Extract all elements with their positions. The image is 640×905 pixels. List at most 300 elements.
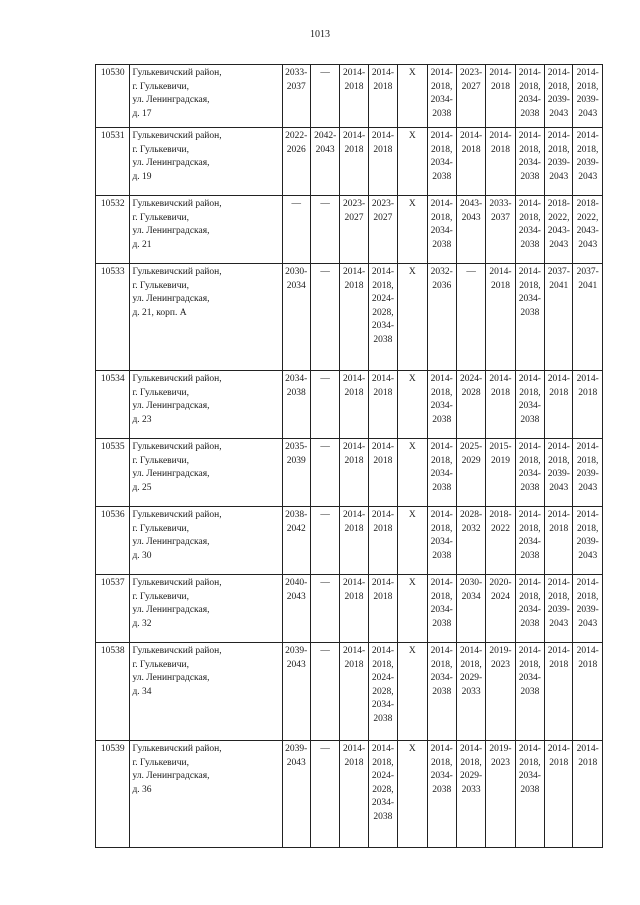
col-repair-5-cell [398,741,427,848]
period-line: 2018, [519,212,541,223]
col-repair-11-cell [573,643,603,741]
col-repair-1-cell [282,741,310,848]
period-line: 2018 [344,387,364,398]
period-line: 2027 [461,81,481,92]
col-repair-9-cell [515,643,544,741]
period-line: 2018 [490,144,510,155]
period-line: 2014- [430,68,453,78]
col-repair-2-cell [310,371,339,439]
period-line: 2018, [548,591,570,602]
address-line: ул. Ленинградская, [132,771,210,781]
period-line: 2018, [548,144,570,155]
col-repair-8-cell [486,439,515,507]
period-line: 2039- [576,605,599,615]
col-repair-11-cell [573,507,603,575]
col-repair-1-cell [282,196,310,264]
col-repair-10-cell [545,128,573,196]
address-line: ул. Ленинградская, [132,673,210,683]
period-line: 2038 [432,784,452,795]
row-number: 10535 [96,439,130,507]
col-repair-10-cell [545,575,573,643]
period-line: 2043 [549,618,569,629]
period-line: 2018, [577,523,599,534]
address-line: Гулькевичский район, [132,199,222,209]
col-repair-9-cell [515,741,544,848]
address-line: г. Гулькевичи, [132,659,189,670]
period-line: 2014- [518,646,541,656]
period-line: 2018, [431,144,453,155]
address-line: ул. Ленинградская, [132,401,210,411]
address-line: г. Гулькевичи, [132,212,189,223]
period-line: 2018, [548,81,570,92]
period-line: 2018- [547,199,570,209]
col-repair-6-cell [427,643,456,741]
address-line: ул. Ленинградская, [132,537,210,547]
period-line: 2018, [431,455,453,466]
period-line: 2019 [490,455,510,466]
period-line: 2018 [344,144,364,155]
period-line: 2024- [371,673,395,683]
period-line: 2038 [520,482,540,493]
period-line: 2030- [285,267,308,277]
period-line: 2018 [373,523,393,534]
period-line: 2034- [430,95,453,105]
address-line: ул. Ленинградская, [132,226,210,236]
period-line: 2018, [519,523,541,534]
col-repair-4-cell [368,65,397,128]
period-line: 2018 [373,144,393,155]
address-cell [130,575,282,643]
period-line: 2043 [286,659,306,670]
col-repair-4-cell [368,371,397,439]
period-line: 2033- [285,68,308,78]
period-line: 2018 [344,523,364,534]
period-line: 2018, [431,81,453,92]
period-line: 2037 [490,212,510,223]
address-line: ул. Ленинградская, [132,605,210,615]
period-line: 2023- [342,199,366,209]
period-line: 2043- [460,199,483,209]
row-number: 10539 [96,741,130,848]
period-line: 2014- [576,68,599,78]
col-repair-9-cell [515,128,544,196]
table-row [96,128,603,196]
row-number: 10530 [96,65,130,128]
address-line: Гулькевичский район, [132,442,222,452]
period-line: 2034- [430,469,453,479]
col-repair-5-cell [398,128,427,196]
period-line: 2018, [519,387,541,398]
period-line: 2029 [461,455,481,466]
period-line: 2043 [578,108,598,119]
col-repair-5-cell [398,196,427,264]
period-line: 2014- [371,374,395,384]
table-row [96,371,603,439]
col-repair-3-cell [340,371,368,439]
period-line: Х [408,267,416,277]
period-line: 2034- [430,605,453,615]
period-line: 2042 [286,523,306,534]
period-line: 2014- [460,744,483,754]
col-repair-8-cell [486,371,515,439]
period-line: 2043 [578,171,598,182]
period-line: 2014- [547,744,570,754]
col-repair-1-cell [282,65,310,128]
col-repair-2-cell [310,643,339,741]
period-line: 2018 [549,523,569,534]
period-line: 2038 [373,713,393,724]
period-line: 2018 [344,280,364,291]
period-line: 2039- [576,469,599,479]
col-repair-8-cell [486,643,515,741]
period-line: 2023- [460,68,483,78]
address-line: ул. Ленинградская, [132,469,210,479]
table-row [96,65,603,128]
period-line: 2014- [342,267,366,277]
period-line: 2037- [547,267,570,277]
table-row [96,196,603,264]
period-line: 2043 [549,482,569,493]
row-number: 10538 [96,643,130,741]
period-line: 2023 [490,659,510,670]
col-repair-8-cell [486,575,515,643]
period-line: 2034 [286,280,306,291]
period-line: 2014- [547,646,570,656]
period-line: 2019- [489,744,512,754]
col-repair-9-cell [515,196,544,264]
registry-body [96,65,603,848]
period-line: 2014- [547,442,570,452]
period-line: 2018, [372,757,394,768]
col-repair-1-cell [282,264,310,371]
col-repair-3-cell [340,128,368,196]
period-line: 2014- [489,131,512,141]
period-line: 2018, [519,144,541,155]
col-repair-8-cell [486,128,515,196]
address-cell [130,196,282,264]
period-line: 2024- [460,374,483,384]
address-cell [130,643,282,741]
col-repair-2-cell [310,575,339,643]
row-number: 10534 [96,371,130,439]
period-line: 2014- [518,578,541,588]
row-number: 10532 [96,196,130,264]
col-repair-7-cell [456,128,485,196]
address-line: г. Гулькевичи, [132,81,189,92]
period-line: 2038 [520,307,540,318]
period-line: 2034- [430,158,453,168]
period-line: 2018 [461,144,481,155]
period-line: 2039- [547,605,570,615]
address-line: д. 36 [132,784,152,795]
period-line: 2014- [460,646,483,656]
col-repair-9-cell [515,65,544,128]
period-line: — [320,646,330,656]
period-line: 2014- [518,510,541,520]
table-row [96,741,603,848]
address-line: ул. Ленинградская, [132,158,210,168]
period-line: 2025- [460,442,483,452]
col-repair-2-cell [310,264,339,371]
address-line: ул. Ленинградская, [132,294,210,304]
col-repair-11-cell [573,128,603,196]
col-repair-6-cell [427,65,456,128]
col-repair-1-cell [282,371,310,439]
period-line: Х [408,131,416,141]
period-line: 2034- [371,321,395,331]
period-line: 2043 [578,550,598,561]
period-line: 2039- [285,646,308,656]
col-repair-9-cell [515,507,544,575]
period-line: 2037- [576,267,599,277]
period-line: 2014- [518,267,541,277]
row-number: 10537 [96,575,130,643]
col-repair-10-cell [545,439,573,507]
period-line: 2039 [286,455,306,466]
table-row [96,507,603,575]
col-repair-8-cell [486,741,515,848]
period-line: 2014- [518,131,541,141]
period-line: 2014- [430,442,453,452]
period-line: 2018 [373,455,393,466]
period-line: 2036 [432,280,452,291]
period-line: 2014- [430,374,453,384]
period-line: 2023 [490,757,510,768]
period-line: 2033 [461,686,481,697]
period-line: 2039- [547,158,570,168]
period-line: 2018 [373,591,393,602]
period-line: 2035- [285,442,308,452]
period-line: 2018 [373,81,393,92]
address-line: г. Гулькевичи, [132,591,189,602]
col-repair-6-cell [427,264,456,371]
period-line: 2043 [578,618,598,629]
address-line: д. 21 [132,239,152,250]
col-repair-7-cell [456,575,485,643]
period-line: 2014- [576,374,599,384]
period-line: 2014- [342,646,366,656]
period-line: 2038- [285,510,308,520]
period-line: — [466,267,476,277]
period-line: 2033- [489,199,512,209]
period-line: 2018, [431,387,453,398]
col-repair-1-cell [282,575,310,643]
period-line: 2034- [285,374,308,384]
period-line: 2038 [373,334,393,345]
period-line: 2018, [431,591,453,602]
col-repair-11-cell [573,741,603,848]
period-line: 2014- [576,510,599,520]
period-line: Х [408,744,416,754]
period-line: Х [408,510,416,520]
col-repair-2-cell [310,65,339,128]
col-repair-10-cell [545,65,573,128]
period-line: 2014- [342,578,366,588]
period-line: 2038 [520,239,540,250]
period-line: 2014- [430,646,453,656]
col-repair-2-cell [310,439,339,507]
period-line: 2018 [344,455,364,466]
period-line: 2018 [549,659,569,670]
address-line: Гулькевичский район, [132,267,222,277]
period-line: 2022, [577,212,599,223]
col-repair-10-cell [545,264,573,371]
period-line: — [320,744,330,754]
period-line: 2039- [547,469,570,479]
period-line: 2014- [342,374,366,384]
period-line: 2014- [576,744,599,754]
period-line: 2028 [461,387,481,398]
address-line: д. 21, корп. А [132,307,187,318]
period-line: 2014- [518,744,541,754]
period-line: — [320,199,330,209]
period-line: 2038 [520,171,540,182]
period-line: 2039- [547,95,570,105]
address-cell [130,128,282,196]
period-line: 2018 [578,387,598,398]
period-line: 2039- [285,744,308,754]
col-repair-3-cell [340,439,368,507]
period-line: — [320,510,330,520]
period-line: 2014- [371,646,395,656]
col-repair-10-cell [545,741,573,848]
col-repair-9-cell [515,371,544,439]
period-line: 2032- [430,267,453,277]
period-line: 2038 [432,171,452,182]
period-line: 2018, [431,523,453,534]
col-repair-6-cell [427,439,456,507]
period-line: Х [408,374,416,384]
col-repair-7-cell [456,507,485,575]
period-line: — [291,199,301,209]
period-line: 2018 [578,659,598,670]
col-repair-7-cell [456,196,485,264]
address-line: д. 30 [132,550,152,561]
address-line: Гулькевичский район, [132,510,222,520]
col-repair-11-cell [573,65,603,128]
row-number: 10536 [96,507,130,575]
table-row [96,439,603,507]
address-line: д. 25 [132,482,152,493]
period-line: 2018, [372,280,394,291]
col-repair-4-cell [368,128,397,196]
period-line: Х [408,578,416,588]
period-line: 2038 [520,550,540,561]
address-line: д. 34 [132,686,152,697]
period-line: 2018 [490,280,510,291]
col-repair-8-cell [486,264,515,371]
address-line: г. Гулькевичи, [132,387,189,398]
period-line: 2014- [430,510,453,520]
period-line: 2043- [547,226,570,236]
period-line: 2034- [371,700,395,710]
period-line: 2038 [432,482,452,493]
col-repair-5-cell [398,371,427,439]
address-cell [130,439,282,507]
period-line: 2034- [430,226,453,236]
period-line: 2039- [576,95,599,105]
period-line: 2014- [342,442,366,452]
period-line: 2034- [518,294,541,304]
col-repair-5-cell [398,507,427,575]
col-repair-4-cell [368,643,397,741]
period-line: 2018, [577,591,599,602]
period-line: 2037 [286,81,306,92]
period-line: 2038 [432,686,452,697]
address-line: Гулькевичский район, [132,68,222,78]
address-line: ул. Ленинградская, [132,95,210,105]
period-line: 2034- [518,95,541,105]
address-cell [130,65,282,128]
address-line: г. Гулькевичи, [132,757,189,768]
period-line: 2018 [490,81,510,92]
period-line: 2014- [547,131,570,141]
period-line: 2014- [371,131,395,141]
period-line: 2040- [285,578,308,588]
period-line: 2015- [489,442,512,452]
period-line: 2014- [371,442,395,452]
col-repair-6-cell [427,128,456,196]
col-repair-10-cell [545,196,573,264]
col-repair-11-cell [573,575,603,643]
col-repair-11-cell [573,196,603,264]
period-line: 2024- [371,294,395,304]
address-line: Гулькевичский район, [132,744,222,754]
col-repair-4-cell [368,741,397,848]
address-line: г. Гулькевичи, [132,523,189,534]
period-line: Х [408,442,416,452]
period-line: 2014- [518,374,541,384]
period-line: 2014- [342,68,366,78]
period-line: 2014- [371,68,395,78]
col-repair-3-cell [340,741,368,848]
period-line: 2014- [342,510,366,520]
period-line: 2018, [460,659,482,670]
period-line: 2018, [519,81,541,92]
col-repair-8-cell [486,196,515,264]
period-line: 2043 [549,108,569,119]
col-repair-7-cell [456,371,485,439]
row-number: 10533 [96,264,130,371]
period-line: 2018 [344,757,364,768]
period-line: 2038 [432,414,452,425]
period-line: — [320,578,330,588]
period-line: 2034- [518,673,541,683]
registry-table [95,64,603,848]
col-repair-3-cell [340,575,368,643]
page-number: 1013 [310,29,330,40]
address-line: д. 17 [132,108,152,119]
period-line: 2034- [430,673,453,683]
col-repair-11-cell [573,439,603,507]
period-line: 2038 [373,811,393,822]
col-repair-7-cell [456,439,485,507]
period-line: 2030- [460,578,483,588]
period-line: 2014- [576,646,599,656]
address-line: Гулькевичский район, [132,374,222,384]
address-cell [130,371,282,439]
col-repair-5-cell [398,264,427,371]
col-repair-8-cell [486,507,515,575]
period-line: 2043 [578,239,598,250]
period-line: 2019- [489,646,512,656]
period-line: 2014- [576,131,599,141]
col-repair-2-cell [310,196,339,264]
col-repair-1-cell [282,439,310,507]
period-line: 2018, [577,455,599,466]
period-line: 2014- [547,374,570,384]
col-repair-1-cell [282,128,310,196]
